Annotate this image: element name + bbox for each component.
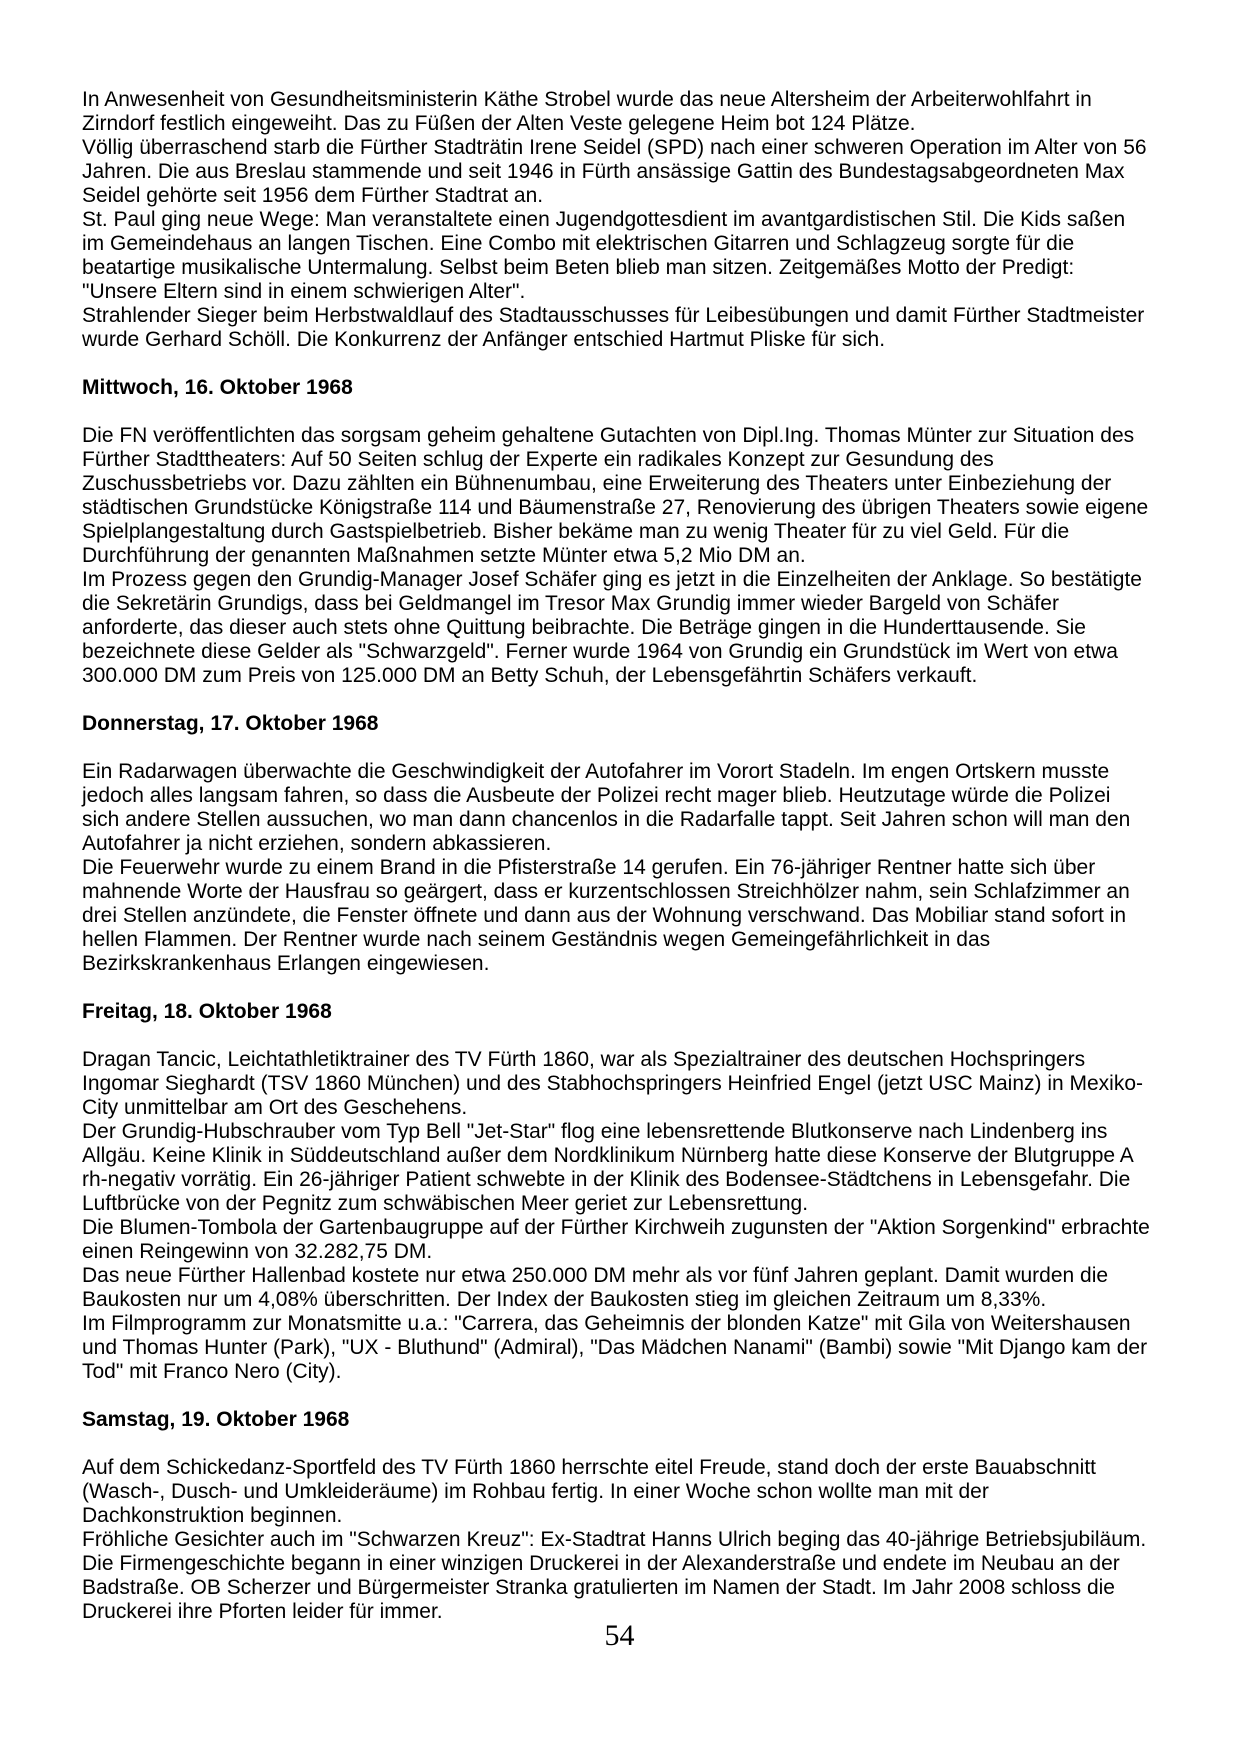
text-line: und Thomas Hunter (Park), "UX - Bluthund" (Admiral), "Das Mädchen Nanami" (Bambi) sowie "Mit Django kam der [82,1336,1148,1359]
text-line: 300.000 DM zum Preis von 125.000 DM an Betty Schuh, der Lebensgefährtin Schäfers verkauft. [82,664,978,687]
text-line: wurde Gerhard Schöll. Die Konkurrenz der Anfänger entschied Hartmut Pliske für sich. [82,328,886,351]
text-line: drei Stellen anzündete, die Fenster öffnete und dann aus der Wohnung verschwand. Das Mobiliar stand sofort in [82,904,1127,927]
text-line: Baukosten nur um 4,08% überschritten. Der Index der Baukosten stieg im gleichen Zeitraum um 8,33%. [82,1288,1047,1311]
text-line: Tod" mit Franco Nero (City). [82,1360,342,1383]
text-line: die Sekretärin Grundigs, dass bei Geldmangel im Tresor Max Grundig immer wieder Bargeld von Schäfer [82,592,1059,615]
text-line: Im Prozess gegen den Grundig-Manager Josef Schäfer ging es jetzt in die Einzelheiten der Anklage. So bestätigte [82,568,1142,591]
text-line: Zuschussbetriebs vor. Dazu zählten ein Bühnenumbau, eine Erweiterung des Theaters unter Einbeziehung der [82,472,1112,495]
text-line: Die Blumen-Tombola der Gartenbaugruppe auf der Fürther Kirchweih zugunsten der "Aktion Sorgenkind" erbrachte [82,1216,1150,1239]
text-line: Zirndorf festlich eingeweiht. Das zu Füßen der Alten Veste gelegene Heim bot 124 Plätze. [82,112,916,135]
text-line: jedoch alles langsam fahren, so dass die Ausbeute der Polizei recht mager blieb. Heutzutage würde die Polizei [82,784,1111,807]
text-line: Die Feuerwehr wurde zu einem Brand in die Pfisterstraße 14 gerufen. Ein 76-jähriger Rentner hatte sich über [82,856,1096,879]
text-line: Die FN veröffentlichten das sorgsam geheim gehaltene Gutachten von Dipl.Ing. Thomas Münter zur Situation des [82,424,1135,447]
text-line: Luftbrücke von der Pegnitz zum schwäbischen Meer geriet zur Lebensrettung. [82,1192,809,1215]
text-line: Der Grundig-Hubschrauber vom Typ Bell "Jet-Star" flog eine lebensrettende Blutkonserve nach Lindenberg ins [82,1120,1108,1143]
text-line: hellen Flammen. Der Rentner wurde nach seinem Geständnis wegen Gemeingefährlichkeit in das [82,928,991,951]
document-content [82,88,1172,1624]
text-line: Badstraße. OB Scherzer und Bürgermeister Stranka gratulierten im Namen der Stadt. Im Jahr 2008 schloss die [82,1576,1115,1599]
section-heading: Mittwoch, 16. Oktober 1968 [82,376,353,399]
text-line: rh-negativ vorrätig. Ein 26-jähriger Patient schwebte in der Klinik des Bodensee-Städtchens in Lebensgefahr. Die [82,1168,1131,1191]
text-line: Jahren. Die aus Breslau stammende und seit 1946 in Fürth ansässige Gattin des Bundestagsabgeordneten Max [82,160,1125,183]
text-line: städtischen Grundstücke Königstraße 114 und Bäumenstraße 27, Renovierung des übrigen Theaters sowie eigene [82,496,1149,519]
text-line: Auf dem Schickedanz-Sportfeld des TV Fürth 1860 herrschte eitel Freude, stand doch der erste Bauabschnitt [82,1456,1097,1479]
text-line: "Unsere Eltern sind in einem schwierigen Alter". [82,280,526,303]
paragraph [82,424,1172,688]
text-line: Völlig überraschend starb die Fürther Stadträtin Irene Seidel (SPD) nach einer schweren Operation im Alter von 56 [82,136,1147,159]
text-line: mahnende Worte der Hausfrau so geärgert, dass er kurzentschlossen Streichhölzer nahm, sein Schlafzimmer an [82,880,1130,903]
text-line: Das neue Fürther Hallenbad kostete nur etwa 250.000 DM mehr als vor fünf Jahren geplant. Damit wurden die [82,1264,1109,1287]
text-line: (Wasch-, Dusch- und Umkleideräume) im Rohbau fertig. In einer Woche schon wollte man mit der [82,1480,989,1503]
text-line: City unmittelbar am Ort des Geschehens. [82,1096,468,1119]
text-line: Bezirkskrankenhaus Erlangen eingewiesen. [82,952,490,975]
text-line: anforderte, das dieser auch stets ohne Quittung beibrachte. Die Beträge gingen in die Hunderttausende. Sie [82,616,1086,639]
section-heading: Donnerstag, 17. Oktober 1968 [82,712,379,735]
text-line: In Anwesenheit von Gesundheitsministerin Käthe Strobel wurde das neue Altersheim der Arbeiterwohlfahrt in [82,88,1092,111]
text-line: sich andere Stellen aussuchen, wo man dann chancenlos in die Radarfalle tappt. Seit Jahren schon will man den [82,808,1131,831]
text-line: Dragan Tancic, Leichtathletiktrainer des TV Fürth 1860, war als Spezialtrainer des deutschen Hochspringers [82,1048,1086,1071]
text-line: Spielplangestaltung durch Gastspielbetrieb. Bisher bekäme man zu wenig Theater für zu viel Geld. Für die [82,520,1070,543]
paragraph [82,760,1172,976]
paragraph [82,1456,1172,1624]
section-heading: Samstag, 19. Oktober 1968 [82,1408,350,1431]
text-line: Autofahrer ja nicht erziehen, sondern abkassieren. [82,832,552,855]
text-line: St. Paul ging neue Wege: Man veranstaltete einen Jugendgottesdient im avantgardistischen Stil. Die Kids saßen [82,208,1126,231]
page-number: 54 [604,1619,635,1652]
text-line: beatartige musikalische Untermalung. Selbst beim Beten blieb man sitzen. Zeitgemäßes Motto der Predigt: [82,256,1075,279]
paragraph [82,88,1172,352]
section-heading: Freitag, 18. Oktober 1968 [82,1000,332,1023]
text-line: Fürther Stadttheaters: Auf 50 Seiten schlug der Experte ein radikales Konzept zur Gesundung des [82,448,994,471]
text-line: Ingomar Sieghardt (TSV 1860 München) und des Stabhochspringers Heinfried Engel (jetzt USC Mainz) in Mexiko- [82,1072,1144,1095]
text-line: im Gemeindehaus an langen Tischen. Eine Combo mit elektrischen Gitarren und Schlagzeug sorgte für die [82,232,1075,255]
text-line: Seidel gehörte seit 1956 dem Fürther Stadtrat an. [82,184,544,207]
text-line: bezeichnete diese Gelder als "Schwarzgeld". Ferner wurde 1964 von Grundig ein Grundstück im Wert von etwa [82,640,1118,663]
text-line: Druckerei ihre Pforten leider für immer. [82,1600,443,1623]
text-line: Im Filmprogramm zur Monatsmitte u.a.: "Carrera, das Geheimnis der blonden Katze" mit Gila von Weitershausen [82,1312,1131,1335]
text-line: Allgäu. Keine Klinik in Süddeutschland außer dem Nordklinikum Nürnberg hatte diese Konserve der Blutgruppe A [82,1144,1134,1167]
text-line: einen Reingewinn von 32.282,75 DM. [82,1240,433,1263]
text-line: Strahlender Sieger beim Herbstwaldlauf des Stadtausschusses für Leibesübungen und damit Fürther Stadtmeister [82,304,1145,327]
text-line: Dachkonstruktion beginnen. [82,1504,343,1527]
text-line: Ein Radarwagen überwachte die Geschwindigkeit der Autofahrer im Vorort Stadeln. Im engen Ortskern musste [82,760,1110,783]
text-line: Durchführung der genannten Maßnahmen setzte Münter etwa 5,2 Mio DM an. [82,544,806,567]
text-line: Die Firmengeschichte begann in einer winzigen Druckerei in der Alexanderstraße und endete im Neubau an der [82,1552,1120,1575]
paragraph [82,1048,1172,1384]
text-line: Fröhliche Gesichter auch im "Schwarzen Kreuz": Ex-Stadtrat Hanns Ulrich beging das 40-jährige Betriebsjubiläum. [82,1528,1147,1551]
